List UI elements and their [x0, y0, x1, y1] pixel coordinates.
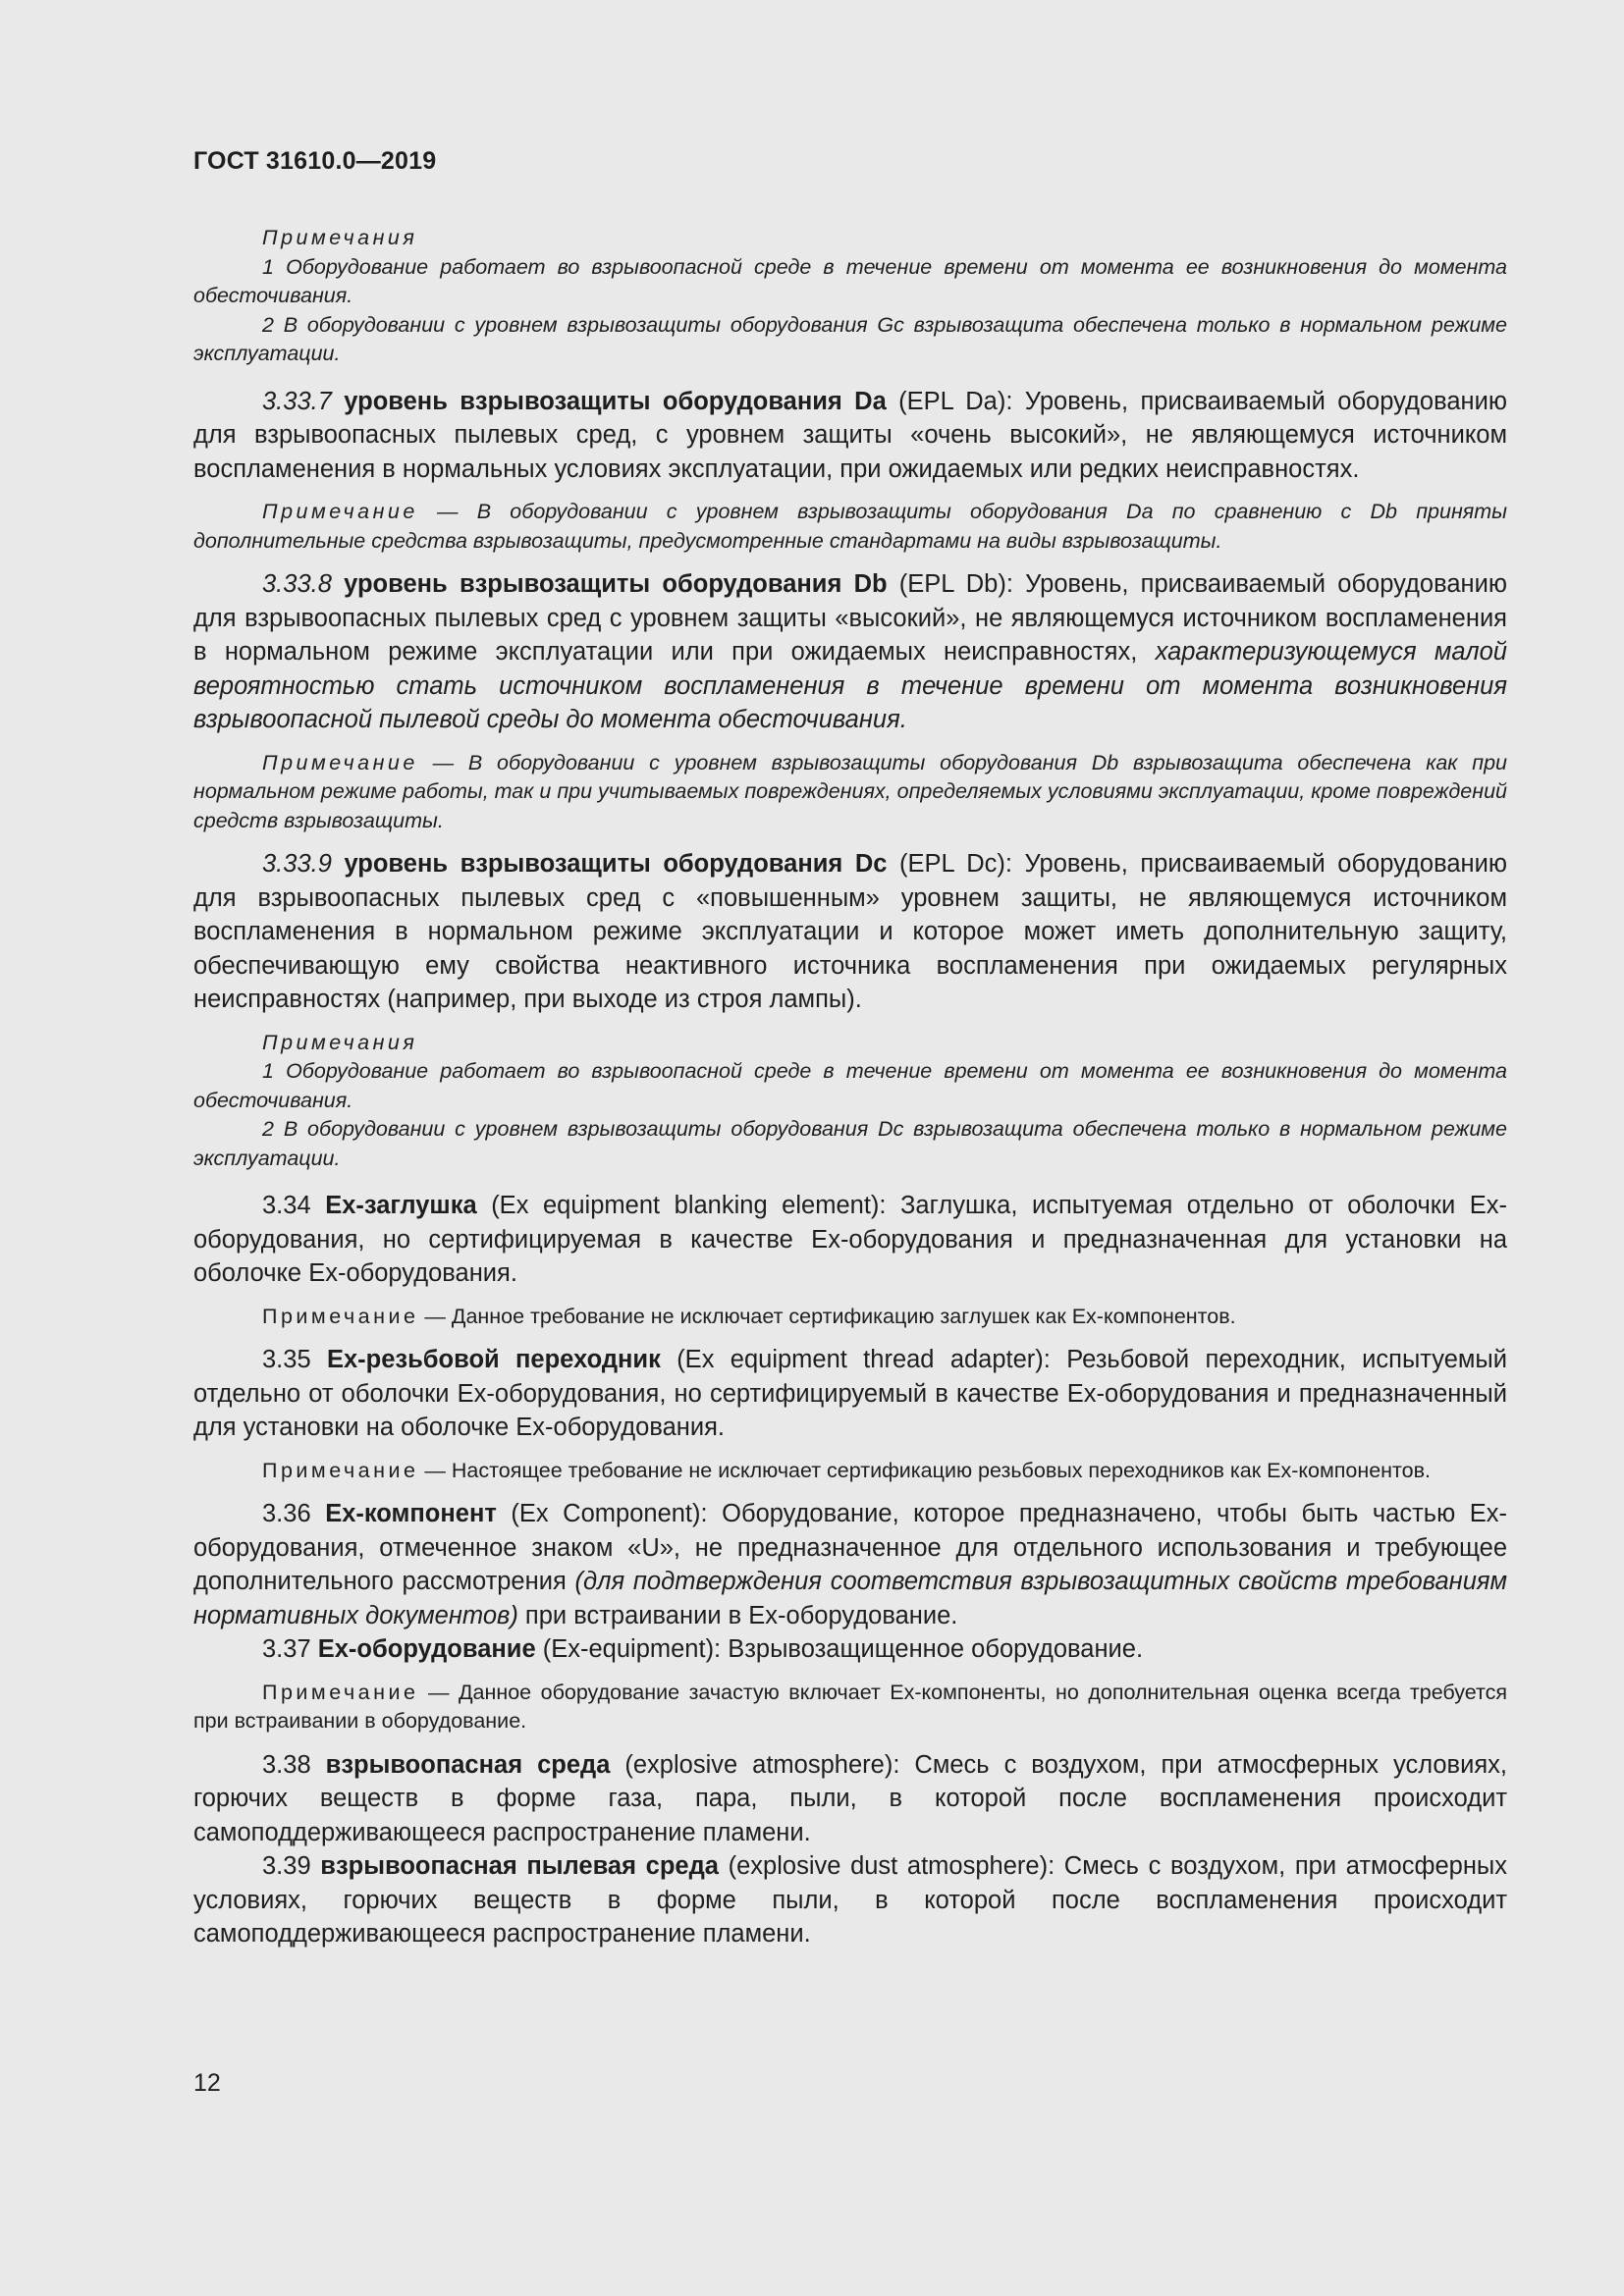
clause-3-33-8	[193, 567, 1507, 737]
clause-3-38	[193, 1748, 1507, 1850]
clause-number: 3.39	[262, 1852, 311, 1880]
notes-label: Примечания	[262, 226, 418, 249]
note-text: — Настоящее требование не исключает сертификацию резьбовых переходников как Ex-компонентов.	[418, 1458, 1432, 1482]
note-label: Примечание	[262, 1458, 419, 1482]
clause-text: (Ex equipment thread adapter): Резьбовой переходник, испытуемый отдельно от оболочки Ex-оборудования, но сертифицируемый в качестве Ex-оборудования и предназначенный для установки на оболочке Ex-оборудования.	[193, 1346, 1507, 1441]
note-label: Примечание	[262, 1680, 419, 1704]
note-text: — В оборудовании с уровнем взрывозащиты оборудования Db взрывозащита обеспечена как при нормальном режиме работы, так и при учитываемых повреждениях, определяемых условиями эксплуатации, кроме повреждений средств взрывозащиты.	[193, 750, 1507, 832]
clause-term: взрывоопасная среда	[325, 1750, 611, 1779]
clause-text: (EPL Db): Уровень, присваиваемый оборудованию для взрывоопасных пылевых сред с уровнем защиты «высокий», не являющемуся источником воспламенения в нормальном режиме эксплуатации или при ожидаемых неисправностях,	[193, 570, 1507, 666]
note-item: 2 В оборудовании с уровнем взрывозащиты оборудования Dc взрывозащита обеспечена только в нормальном режиме эксплуатации.	[193, 1117, 1507, 1170]
clause-number: 3.34	[262, 1192, 311, 1219]
clause-3-36	[193, 1497, 1507, 1632]
note-text: — Данное требование не исключает сертификацию заглушек как Ex-компонентов.	[418, 1304, 1236, 1328]
note-item: 1 Оборудование работает во взрывоопасной среде в течение времени от момента ее возникновения до момента обесточивания.	[193, 1059, 1507, 1112]
clause-text: (EPL Da): Уровень, присваиваемый оборудованию для взрывоопасных пылевых сред, с уровнем защиты «очень высокий», не являющемуся источником воспламенения в нормальных условиях эксплуатации, при ожидаемых или редких неисправностях.	[193, 387, 1507, 483]
clause-text: (EPL Dc): Уровень, присваиваемый оборудованию для взрывоопасных пылевых сред с «повышенным» уровнем защиты, не являющемуся источником воспламенения в нормальном режиме эксплуатации и которое может иметь дополнительную защиту, обеспечивающую ему свойства неактивного источника воспламенения при ожидаемых регулярных неисправностях (например, при выходе из строя лампы).	[193, 850, 1507, 1013]
clause-number: 3.33.7	[262, 387, 332, 415]
note-label: Примечание	[262, 500, 418, 523]
clause-number: 3.36	[262, 1500, 311, 1527]
clause-3-34	[193, 1189, 1507, 1291]
note-label: Примечание	[262, 750, 418, 774]
clause-text: (explosive atmosphere): Смесь с воздухом, при атмосферных условиях, горючих веществ в форме газа, пара, пыли, в которой после воспламенения происходит самоподдерживающееся распространение пламени.	[193, 1750, 1507, 1846]
clause-number: 3.35	[262, 1346, 311, 1373]
clause-3-33-9	[193, 847, 1507, 1017]
clause-text: (Ex Component): Оборудование, которое предназначено, чтобы быть частью Ex-оборудования, отмеченное знаком «U», не предназначенное для отдельного использования и требующее дополнительного рассмотрения	[193, 1500, 1507, 1595]
clause-italic-text: характеризующемуся малой вероятностью стать источником воспламенения в течение времени от момента возникновения взрывоопасной пылевой среды до момента обесточивания.	[193, 638, 1507, 733]
clause-term: уровень взрывозащиты оборудования Db	[344, 570, 888, 598]
clause-number: 3.37	[262, 1635, 311, 1663]
clause-3-33-7	[193, 385, 1507, 487]
clause-number: 3.33.8	[262, 570, 332, 598]
clause-term: Ex-оборудование	[317, 1635, 536, 1663]
document-code: ГОСТ 31610.0—2019	[193, 147, 437, 175]
note-da	[193, 498, 1507, 556]
clause-text: (Ex equipment blanking element): Заглушка, испытуемая отдельно от оболочки Ex-оборудования, но сертифицируемая в качестве Ex-оборудования и предназначенная для установки на оболочке Ex-оборудования.	[193, 1192, 1507, 1287]
clause-number: 3.38	[262, 1750, 311, 1779]
clause-term: Ex-резьбовой переходник	[326, 1346, 661, 1373]
clause-term: уровень взрывозащиты оборудования Da	[344, 387, 887, 415]
clause-term: Ex-компонент	[325, 1500, 497, 1527]
note-thread-adapter	[193, 1457, 1507, 1486]
clause-number: 3.33.9	[262, 850, 332, 878]
clause-term: взрывоопасная пылевая среда	[320, 1852, 719, 1880]
clause-3-37	[193, 1632, 1507, 1667]
clause-term: Ex-заглушка	[325, 1192, 477, 1219]
note-ex-equipment	[193, 1679, 1507, 1736]
clause-3-39	[193, 1849, 1507, 1951]
note-text: — Данное оборудование зачастую включает Ex-компоненты, но дополнительная оценка всегда требуется при встраивании в оборудование.	[193, 1680, 1507, 1733]
note-text: — В оборудовании с уровнем взрывозащиты оборудования Da по сравнению с Db приняты дополнительные средства взрывозащиты, предусмотренные стандартами на виды взрывозащиты.	[193, 500, 1507, 553]
clause-term: уровень взрывозащиты оборудования Dc	[344, 850, 888, 878]
clause-text-tail: при встраивании в Ex-оборудование.	[517, 1601, 958, 1629]
note-blanking	[193, 1303, 1507, 1332]
clause-text: (explosive dust atmosphere): Смесь с воздухом, при атмосферных условиях, горючих веществ в форме пыли, в которой после воспламенения происходит самоподдерживающееся распространение пламени.	[193, 1852, 1507, 1948]
page-number: 12	[193, 2069, 221, 2097]
note-item: 1 Оборудование работает во взрывоопасной среде в течение времени от момента ее возникновения до момента обесточивания.	[193, 254, 1507, 307]
notes-label: Примечания	[262, 1030, 418, 1054]
note-db	[193, 749, 1507, 836]
note-item: 2 В оборудовании с уровнем взрывозащиты оборудования Gc взрывозащита обеспечена только в нормальном режиме эксплуатации.	[193, 312, 1507, 365]
note-label: Примечание	[262, 1304, 419, 1328]
clause-text: (Ex-equipment): Взрывозащищенное оборудование.	[535, 1635, 1144, 1663]
clause-3-35	[193, 1343, 1507, 1445]
page-content	[193, 224, 1507, 1951]
clause-italic-text: (для подтверждения соответствия взрывозащитных свойств требованиям нормативных документов)	[193, 1568, 1507, 1629]
